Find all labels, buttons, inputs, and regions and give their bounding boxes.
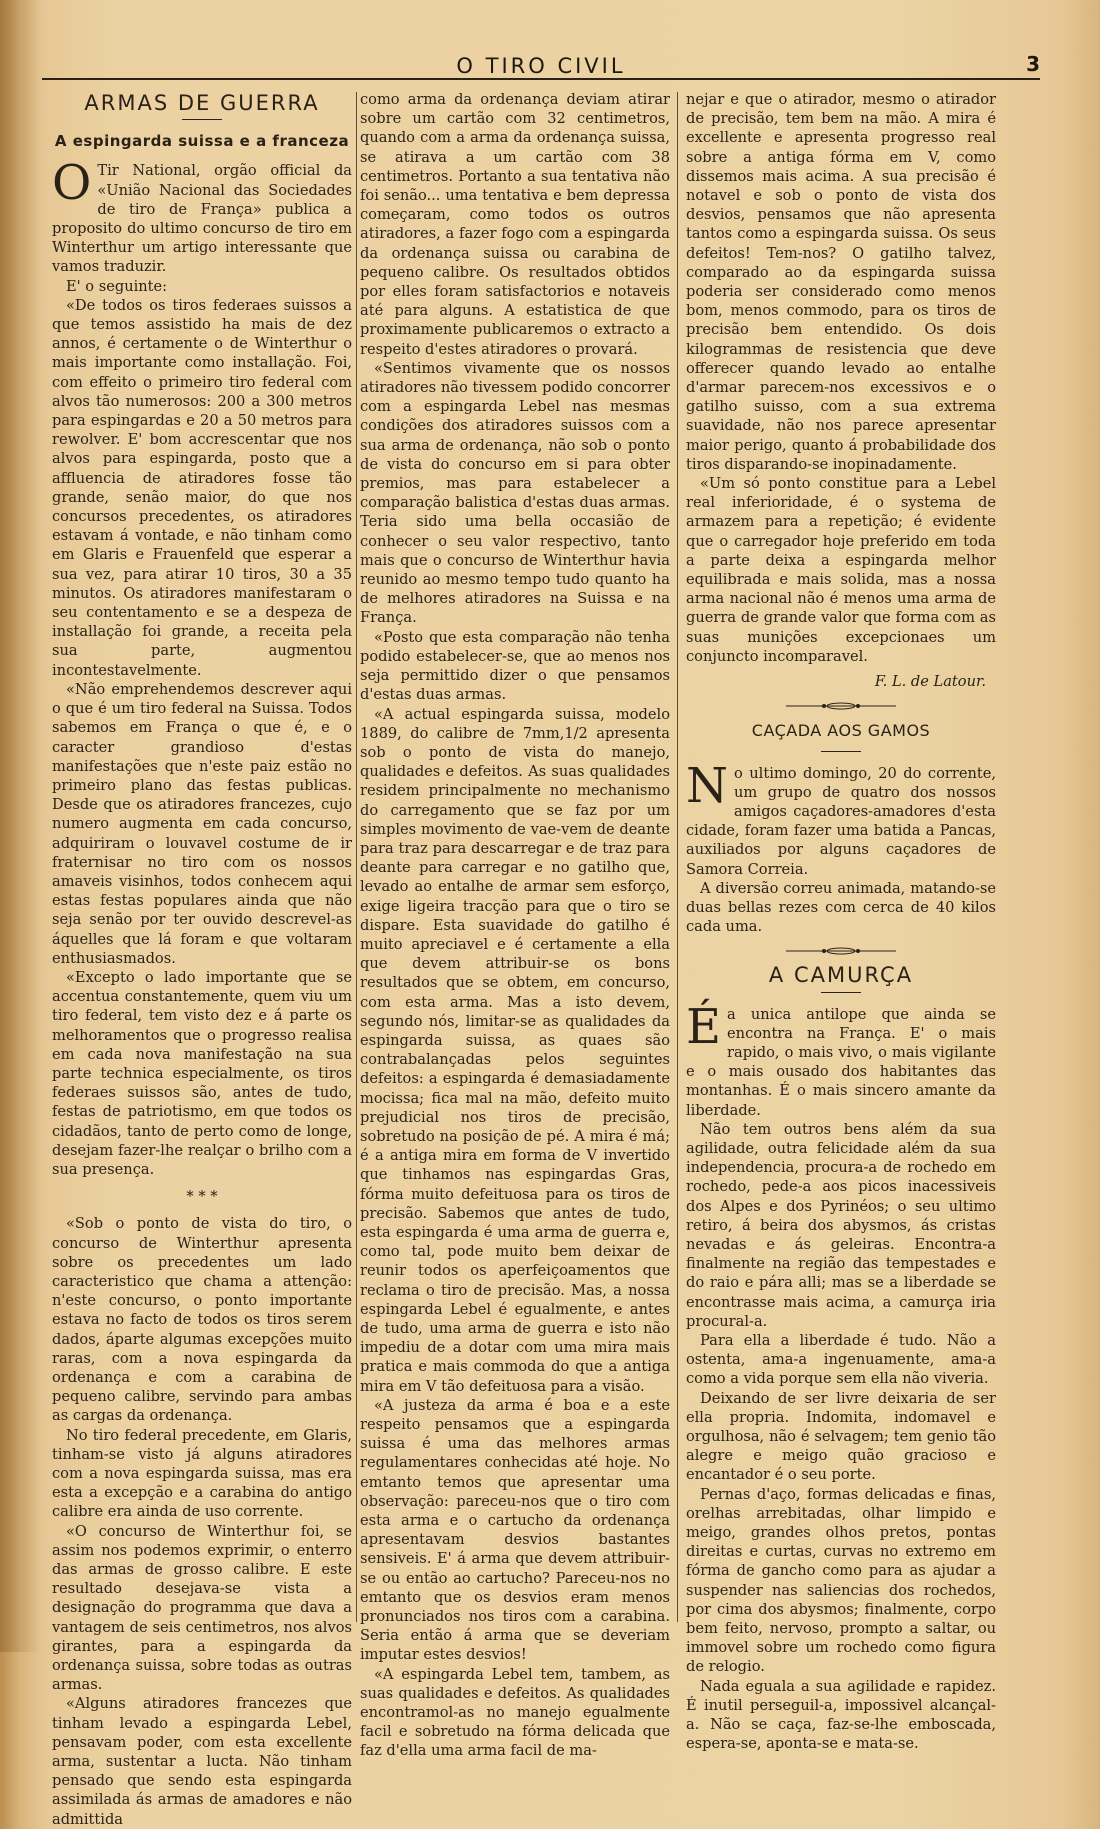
article-intro	[52, 155, 352, 276]
section-title: ARMAS DE GUERRA	[84, 91, 320, 115]
paragraph: «O concurso de Winterthur foi, se assim nos podemos exprimir, o enterro das armas de grosso calibre. E este resultado desejava-se vista a designação do programma que dava a vantagem de seis centimetros, nos alvos girantes, para a espingarda da ordenança suissa, sobre todas as outras armas.	[52, 1522, 352, 1694]
paragraph: como arma da ordenança deviam atirar sobre um cartão com 32 centimetros, quando com a arma da ordenança suissa, se atirava a um cartão com 38 centimetros. Portanto a sua tentativa não foi senão... uma tentativa e bem depressa começaram, como todos os outros atiradores, a fazer fogo com a espingarda da ordenança suissa ou carabina de pequeno calibre. Os resultados obtidos por elles foram satisfactorios e notaveis até para alguns. A estatistica de que proximamente publicaremos o extracto a respeito d'estes atiradores o provará.	[360, 91, 670, 358]
column-rule-1	[356, 92, 357, 1622]
column-rule-2	[677, 92, 678, 1622]
paragraph: «A actual espingarda suissa, modelo 1889, do calibre de 7mm,1/2 apresenta sob o ponto de vista do manejo, qualidades e defeitos. As suas qualidades residem principalmente no mechanismo do carregamento que se faz por um simples movimento de vae-vem de deante para traz para descarregar e de traz para deante para carregar e no gatilho que, levado ao entalhe de armar sem esforço, exige ligeira tracção para que o tiro se dispare. Esta suavidade do gatilho é muito apreciavel e é certamente a ella que devem attribuir-se os bons resultados que se obtem, em concurso, com esta arma. Mas a isto devem, segundo nós, limitar-se as qualidades da espingarda suissa, as quaes são contrabalançadas pelos seguintes defeitos: a espingarda é demasiadamente mocissa; fica mal na mão, defeito muito prejudicial nos tiros de precisão, sobretudo na posição de pé. A mira é má; é a antiga mira em forma de V invertido que tinhamos nas espingardas Gras, fórma muito defeituosa para os tiros de precisão. Sabemos que antes de tudo, esta espingarda é uma arma de guerra e, como tal, pode muito bem deixar de reunir todos os aperfeiçoamentos que reclama o tiro de precisão. Mas, a nossa espingarda Lebel é egualmente, e antes de tudo, uma arma de guerra e isto não impediu de a dotar com uma mira mais pratica e mais commoda do que a antiga mira em V tão defeituosa para a visão.	[360, 705, 670, 1395]
paragraph: «Sentimos vivamente que os nossos atiradores não tivessem podido concorrer com a espingarda Lebel nas mesmas condições dos atiradores suissos com a sua arma de ordenança, não sob o ponto de vista do concurso em si para obter premios, mas para estabelecer a comparação balistica d'estas duas armas. Teria sido uma bella occasião de conhecer o seu valor respectivo, tanto mais que o concurso de Winterthur havia reunido ao mesmo tempo tudo quanto ha de melhores atiradores na Suissa e na França.	[360, 359, 670, 627]
title-rule	[182, 119, 222, 120]
paragraph: «A justeza da arma é boa e a este respeito pensamos que a espingarda suissa é uma das melhores armas regulamentares conhecidas até hoje. No emtanto temos que apresentar uma observação: pareceu-nos que o tiro com esta arma e o cartucho da ordenança apresentavam desvios bastantes sensiveis. E' á arma que devem attribuir-se ou então ao cartucho? Pareceu-nos no emtanto que os desvios eram menos pronunciados nos tiros com a carabina. Seria então á arma que se deveriam imputar estes desvios!	[360, 1396, 670, 1664]
asterism: * * *	[186, 1188, 218, 1206]
paragraph: «Posto que esta comparação não tenha podido estabelecer-se, que ao menos nos seja permittido dizer o que pensamos d'estas duas armas.	[360, 628, 670, 704]
paragraph: «Excepto o lado importante que se accentua constantemente, quem viu um tiro federal, tem visto dez e á parte os melhoramentos que o progresso realisa em cada nova manifestação na sua parte technica especialmente, os tiros federaes suissos são, antes de tudo, festas de patriotismo, em que todos os cidadãos, tanto de perto como de longe, desejam fazer-lhe realçar o brilho com a sua presença.	[52, 968, 352, 1178]
column-2	[360, 90, 670, 1761]
title-rule	[821, 992, 861, 993]
paragraph: Não tem outros bens além da sua agilidade, outra felicidade além da sua independencia, procura-a de rochedo em rochedo, pede-a aos picos inacessiveis dos Alpes e dos Pyrinéos; o seu ultimo retiro, á beira dos abysmos, ás cristas nevadas e ás geleiras. Encontra-a finalmente na região das tempestades e do raio e pára alli; mas se a liberdade se encontrasse mais acima, a camurça iria procural-a.	[686, 1120, 996, 1330]
header-rule	[42, 78, 1040, 80]
page-number: 3	[1026, 52, 1040, 76]
ornament-divider	[786, 701, 896, 711]
ornament-divider	[786, 946, 896, 956]
page-header	[42, 48, 1040, 76]
paragraph: «Não emprehendemos descrever aqui o que é um tiro federal na Suissa. Todos sabemos em França o que é, e o caracter grandioso d'estas manifestações que n'este paiz estão no primeiro plano das festas publicas. Desde que os atiradores francezes, cujo numero augmenta em cada concurso, adquiriram o louvavel costume de ir fraternisar no tiro com os nossos amaveis visinhos, todos conhecem aqui estas festas populares ainda que não seja senão por ter ouvido descrevel-as áquelles que lá foram e que voltaram enthusiasmados.	[52, 680, 352, 967]
page-edge-stain	[0, 0, 40, 1652]
paragraph: E' o seguinte:	[66, 277, 168, 295]
paragraph: «Sob o ponto de vista do tiro, o concurso de Winterthur apresenta sobre os precedentes um lado caracteristico que chama a attenção: n'este concurso, o ponto importante estava no facto de todos os tiros serem dados, áparte algumas excepções muito raras, com a nova espingarda da ordenança e com a carabina de pequeno calibre, servindo para ambas as cargas da ordenança.	[52, 1215, 352, 1425]
article-signature: F. L. de Latour.	[874, 673, 986, 691]
journal-title: O TIRO CIVIL	[456, 54, 626, 78]
paragraph: Tir National, orgão official da «União Nacional das Sociedades de tiro de França» publica a proposito do ultimo concurso de tiro em Winterthur um artigo interessante que vamos traduzir.	[52, 162, 352, 276]
article-title-2: CAÇADA AOS GAMOS	[751, 721, 931, 741]
drop-cap: N	[686, 757, 728, 814]
paragraph: a unica antilope que ainda se encontra na França. E' o mais rapido, o mais vivo, o mais vigilante e o mais ousado dos habitantes das montanhas. É o mais sincero amante da liberdade.	[686, 1005, 996, 1119]
drop-cap: O	[52, 155, 92, 212]
paragraph: «Um só ponto constitue para a Lebel real inferioridade, é o systema de armazem para a repetição; é evidente que o carregador hoje preferido em toda a parte deixa a espingarda melhor equilibrada e mais solida, mas a nossa arma nacional não é menos uma arma de guerra de grande valor que forma com as suas munições excepcionaes um conjuncto incomparavel.	[686, 475, 996, 665]
paragraph: Nada eguala a sua agilidade e rapidez. É inutil perseguil-a, impossivel alcançal-a. Não se caça, faz-se-lhe emboscada, espera-se, aponta-se e mata-se.	[686, 1677, 996, 1753]
article-intro-3	[686, 998, 996, 1120]
article-title: A espingarda suissa e a franceza	[54, 132, 350, 151]
paragraph: «De todos os tiros federaes suissos a que temos assistido ha mais de dez annos, é certamente o de Winterthur o mais importante como installação. Foi, com effeito o primeiro tiro federal com alvos tão numerosos: 200 a 300 metros para espingardas e 20 a 50 metros para rewolver. E' bom accrescentar que nos alvos para espingarda, posto que a affluencia de atiradores fosse tão grande, senão maior, do que nos concursos precedentes, os atiradores estavam á vontade, e não tinham como em Glaris e Frauenfeld que esperar a sua vez, para atirar 10 tiros, 30 a 35 minutos. Os atiradores manifestaram o seu contentamento e se a despeza de installação foi grande, a receita pela sua parte, augmentou incontestavelmente.	[52, 296, 352, 679]
paragraph: Deixando de ser livre deixaria de ser ella propria. Indomita, indomavel e orgulhosa, não é selvagem; tem genio tão alegre e meigo quão gracioso e encantador é o seu porte.	[686, 1389, 996, 1484]
paragraph: «Alguns atiradores francezes que tinham levado a espingarda Lebel, pensavam poder, com esta excellente arma, sustentar a lucta. Não tinham pensado que sendo esta espingarda assimilada ás armas de amadores e não admittida	[52, 1695, 352, 1828]
paragraph: Para ella a liberdade é tudo. Não a ostenta, ama-a ingenuamente, ama-a como a vida porque sem ella não viveria.	[686, 1331, 996, 1388]
paragraph: Pernas d'aço, formas delicadas e finas, orelhas arrebitadas, olhar limpido e meigo, grandes olhos pretos, pontas direitas e curtas, curvas no extremo em fórma de gancho como para as ajudar a suspender nas saliencias dos rochedos, por cima dos abysmos; finalmente, corpo bem feito, nervoso, prompto a saltar, ou immovel sobre um rochedo como figura de relogio.	[686, 1485, 996, 1676]
paragraph: No tiro federal precedente, em Glaris, tinham-se visto já alguns atiradores com a nova espingarda suissa, mas era esta a excepção e a carabina do antigo calibre era ainda de uso corrente.	[52, 1426, 352, 1521]
paragraph: o ultimo domingo, 20 do corrente, um grupo de quatro dos nossos amigos caçadores-amadores d'esta cidade, foram fazer uma batida a Pancas, auxiliados por alguns caçadores de Samora Correia.	[686, 764, 996, 878]
column-3	[686, 90, 996, 1753]
drop-cap: É	[686, 998, 722, 1055]
article-intro-2	[686, 757, 996, 879]
paragraph: «A espingarda Lebel tem, tambem, as suas qualidades e defeitos. As qualidades encontramol-as no manejo egualmente facil e sobretudo na fórma delicada que faz d'ella uma arma facil de ma-	[360, 1665, 670, 1760]
title-rule	[821, 751, 861, 752]
paragraph: A diversão correu animada, matando-se duas bellas rezes com cerca de 40 kilos cada uma.	[686, 879, 996, 936]
article-title-3: A CAMURÇA	[768, 963, 914, 988]
column-1	[52, 90, 352, 1829]
paragraph: nejar e que o atirador, mesmo o atirador de precisão, tem bem na mão. A mira é excellente e apresenta progresso real sobre a antiga fórma em V, como dissemos mais acima. A sua precisão é notavel e sob o ponto de vista dos desvios, pensamos que não apresenta tantos como a espingarda suissa. Os seus defeitos! Tem-nos? O gatilho talvez, comparado ao da espingarda suissa poderia ser considerado como menos bom, menos commodo, para os tiros de precisão bem entendido. Os dois kilogrammas de resistencia que deve offerecer quando levado ao entalhe d'armar parecem-nos excessivos e o gatilho suisso, com a sua extrema suavidade, não nos parece apresentar maior perigo, quanto á probabilidade dos tiros disparando-se inopinadamente.	[686, 91, 996, 473]
